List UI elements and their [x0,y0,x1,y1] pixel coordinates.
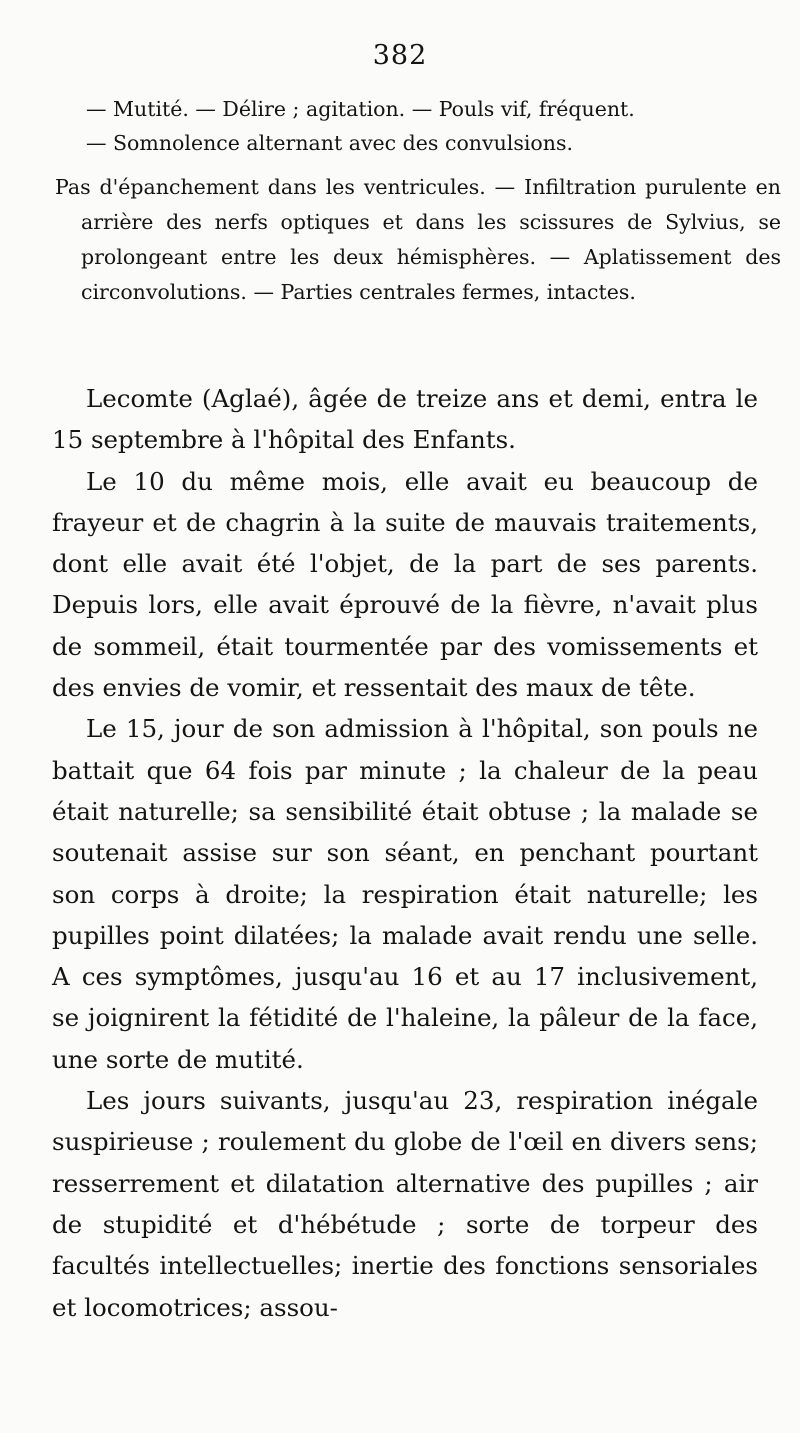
case-summary-autopsy: Pas d'épanchement dans les ventricules. — Infiltration purulente en arrière des nerfs optiques et dans les scissures de Sylvius, se prolongeant entre les deux hémisphères. — Aplatissement des circonvolutions. — Parties centrales fermes, intactes. [55,175,781,304]
paragraph: Lecomte (Aglaé), âgée de treize ans et demi, entra le 15 septembre à l'hôpital des Enfants. [52,384,758,455]
paragraph: Le 10 du même mois, elle avait eu beaucoup de frayeur et de chagrin à la suite de mauvais traitements, dont elle avait été l'objet, de la part de ses parents. Depuis lors, elle avait éprouvé de la fièvre, n'avait plus de sommeil, était tourmentée par des vomissements et des envies de vomir, et ressentait des maux de tête. [52,466,758,703]
summary-symptoms-line: — Somnolence alternant avec des convulsions. [86,131,573,155]
page-number: 382 [372,40,428,71]
case-narrative [52,378,758,1328]
paragraph: Les jours suivants, jusqu'au 23, respiration inégale suspirieuse ; roulement du globe de l'œil en divers sens; resserrement et dilatation alternative des pupilles ; air de stupidité et d'hébétude ; sorte de torpeur des facultés intellectuelles; inertie des fonctions sensoriales et locomotrices; assou- [52,1086,758,1322]
paragraph: Le 15, jour de son admission à l'hôpital, son pouls ne battait que 64 fois par minute ; la chaleur de la peau était naturelle; sa sensibilité était obtuse ; la malade se soutenait assise sur son séant, en penchant pourtant son corps à droite; la respiration était naturelle; les pupilles point dilatées; la malade avait rendu une selle. A ces symptômes, jusqu'au 16 et au 17 inclusivement, se joignirent la fétidité de l'haleine, la pâleur de la face, une sorte de mutité. [52,714,758,1074]
summary-symptoms-line: — Mutité. — Délire ; agitation. — Pouls vif, fréquent. [86,97,635,121]
case-summary-symptoms [86,92,754,160]
